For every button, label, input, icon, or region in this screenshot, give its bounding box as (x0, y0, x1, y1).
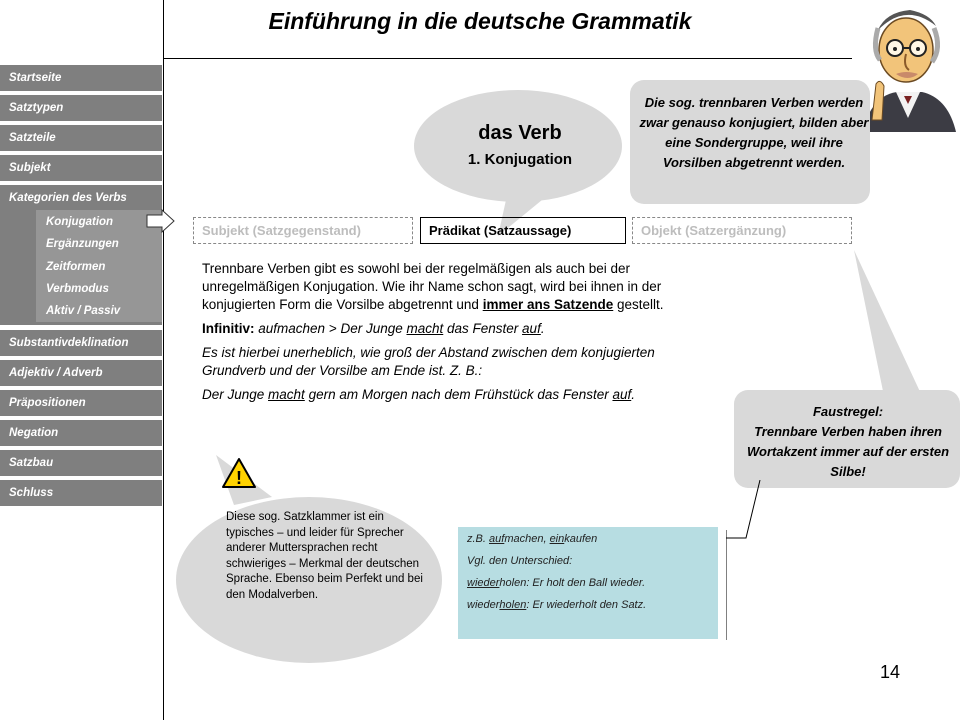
text-span: gern am Morgen nach dem Frühstück das Fenster (304, 387, 613, 402)
text-span: . (540, 321, 545, 336)
infinitiv-label: Infinitiv: (202, 321, 255, 336)
example-line-4 (467, 599, 709, 611)
header-divider (163, 58, 853, 59)
text-span: : Er wiederholt den Satz. (526, 599, 647, 611)
nav-aktiv-passiv[interactable]: Aktiv / Passiv (46, 305, 121, 317)
nav-negation[interactable]: Negation (0, 420, 162, 446)
paragraph-intro (202, 260, 722, 314)
warning-icon (221, 457, 257, 489)
text-span: machen, (504, 533, 550, 545)
text-span: aufmachen > Der Junge (258, 321, 407, 336)
paragraph-abstand: Es ist hierbei unerheblich, wie groß der Abstand zwischen dem konjugierten Grundverb und der Vorsilbe am Ende ist. Z. B.: (202, 345, 655, 378)
nav-satzbau[interactable]: Satzbau (0, 450, 162, 476)
rule-body: Trennbare Verben haben ihren Wortakzent immer auf der ersten Silbe! (746, 424, 950, 479)
example-box (458, 527, 718, 639)
paragraph-infinitiv (202, 320, 722, 338)
page-title: Einführung in die deutsche Grammatik (268, 8, 692, 34)
text-span: gestellt. (613, 297, 664, 312)
text-span: wieder (467, 599, 500, 611)
verb-macht: macht (268, 387, 305, 402)
stressed-holen: holen (499, 599, 527, 611)
text-span: . (631, 387, 635, 402)
text-span: z.B. (467, 533, 490, 545)
prefix-auf: auf (489, 533, 505, 545)
current-section-arrow-icon (146, 209, 176, 233)
nav-praepositionen[interactable]: Präpositionen (0, 390, 162, 416)
text-span: Trennbare Verben gibt es sowohl bei der regelmäßigen als auch bei der unregelmäßigen Konjugation. Wie ihr Name schon sagt, wird bei ihnen in der konjugierten Form die Vorsilbe abgetrennt und (202, 261, 662, 312)
warning-symbol: ! (236, 468, 242, 488)
paragraph-example (202, 386, 722, 404)
tip-callout-text: Die sog. trennbaren Verben werden zwar genauso konjugiert, bilden aber eine Sondergruppe, weil ihre Vorsilben abgetrennt werden. (639, 95, 869, 170)
example-line-2: Vgl. den Unterschied: (467, 555, 573, 567)
tab-subjekt[interactable]: Subjekt (Satzgegenstand) (193, 217, 413, 244)
emphasis-immer-ans-satzende: immer ans Satzende (482, 297, 614, 312)
nav-konjugation[interactable]: Konjugation (46, 216, 114, 228)
text-span: das Fenster (443, 321, 523, 336)
verb-macht: macht (406, 321, 444, 336)
nav-adjektiv-adverb[interactable]: Adjektiv / Adverb (0, 360, 162, 386)
verb-bubble-text (415, 122, 625, 168)
stressed-wieder: wieder (467, 577, 500, 589)
example-line-1 (467, 533, 709, 545)
verb-title: das Verb (478, 122, 562, 144)
rule-heading: Faustregel: (812, 404, 884, 419)
text-span: kaufen (564, 533, 598, 545)
prefix-auf: auf (612, 387, 632, 402)
nav-kategorien-des-verbs[interactable]: Kategorien des Verbs (9, 192, 127, 204)
nav-verbmodus[interactable]: Verbmodus (46, 283, 109, 295)
nav-schluss[interactable]: Schluss (0, 480, 162, 506)
nav-subjekt[interactable]: Subjekt (0, 155, 162, 181)
nav-ergaenzungen[interactable]: Ergänzungen (46, 238, 119, 250)
tab-objekt[interactable]: Objekt (Satzergänzung) (632, 217, 852, 244)
page-number: 14 (880, 662, 901, 682)
nav-zeitformen[interactable]: Zeitformen (46, 261, 106, 273)
nav-satztypen[interactable]: Satztypen (0, 95, 162, 121)
text-span: Der Junge (202, 387, 269, 402)
sidebar-divider (163, 0, 164, 720)
text-span: holen: Er holt den Ball wieder. (499, 577, 646, 589)
verb-subtitle: 1. Konjugation (467, 151, 573, 168)
prefix-ein: ein (549, 533, 565, 545)
nav-satzteile[interactable]: Satzteile (0, 125, 162, 151)
tab-praedikat[interactable]: Prädikat (Satzaussage) (420, 217, 626, 244)
main-text (202, 260, 722, 410)
nav-substantivdeklination[interactable]: Substantivdeklination (0, 330, 162, 356)
nav-startseite[interactable]: Startseite (0, 65, 162, 91)
connector-bracket (726, 480, 766, 642)
prefix-auf: auf (522, 321, 541, 336)
satzklammer-note-text: Diese sog. Satzklammer ist ein typisches – und leider für Sprecher anderer Muttersprachen recht schwieriges – Merkmal der deutschen Sprache. Ebenso beim Perfekt und bei den Modalverben. (226, 511, 423, 601)
nav-submenu (36, 210, 162, 322)
example-line-3 (467, 577, 709, 589)
rule-callout-text (738, 402, 958, 482)
nav-kategorien-group (0, 185, 162, 325)
